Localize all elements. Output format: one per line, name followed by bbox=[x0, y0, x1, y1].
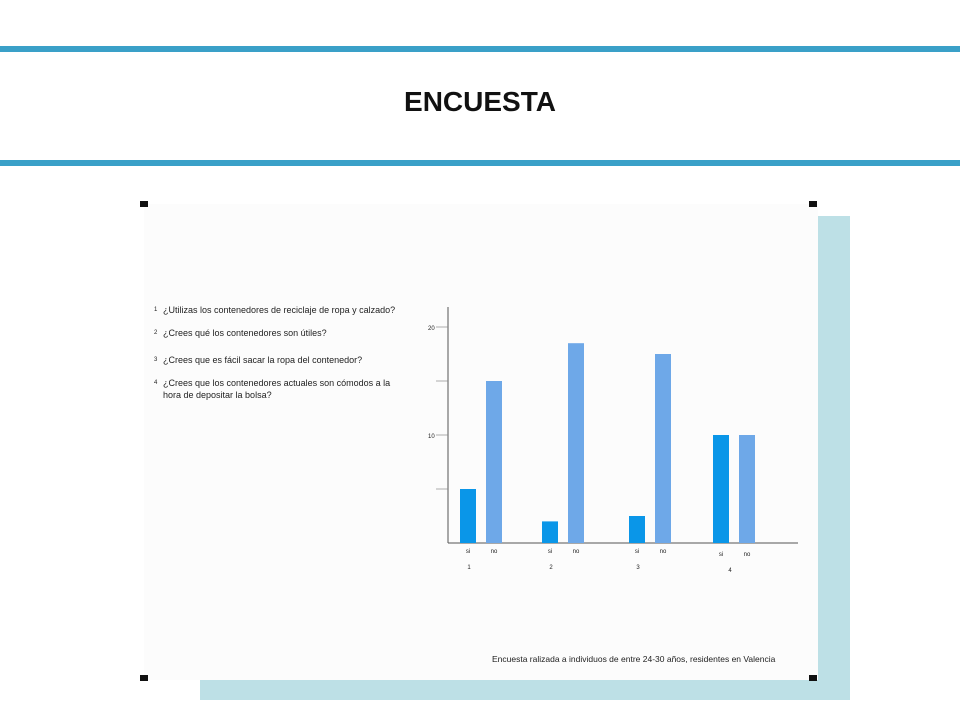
crop-mark-top-right bbox=[809, 201, 817, 207]
header-rule-bottom bbox=[0, 160, 960, 166]
bar-si-4 bbox=[713, 435, 729, 543]
bar-series-label: si bbox=[634, 549, 640, 555]
panel-shadow-bottom bbox=[200, 680, 850, 700]
crop-mark-bottom-left bbox=[140, 675, 148, 681]
bar-no-4 bbox=[739, 435, 755, 543]
crop-mark-top-left bbox=[140, 201, 148, 207]
survey-bar-chart bbox=[410, 300, 810, 580]
question-text: ¿Crees que los contenedores actuales son cómodos a la hora de depositar la bolsa? bbox=[163, 378, 391, 400]
question-number: 2 bbox=[154, 330, 158, 336]
question-text: ¿Crees qué los contenedores son útiles? bbox=[163, 328, 327, 338]
category-label: 3 bbox=[636, 565, 640, 571]
bar-series-label: no bbox=[659, 549, 667, 555]
bar-no-1 bbox=[486, 381, 502, 543]
bar-series-label: no bbox=[743, 552, 751, 558]
question-number: 4 bbox=[154, 380, 158, 386]
bar-series-label: si bbox=[547, 549, 553, 555]
question-number: 1 bbox=[154, 307, 158, 313]
bar-si-1 bbox=[460, 489, 476, 543]
bar-si-3 bbox=[629, 516, 645, 543]
y-tick-label: 20 bbox=[428, 326, 435, 332]
crop-mark-bottom-right bbox=[809, 675, 817, 681]
category-label: 2 bbox=[549, 565, 553, 571]
question-text: ¿Crees que es fácil sacar la ropa del contenedor? bbox=[163, 355, 363, 365]
footnote: Encuesta ralizada a individuos de entre 24-30 años, residentes en Valencia bbox=[492, 654, 776, 664]
y-tick-label: 10 bbox=[428, 434, 435, 440]
question-number: 3 bbox=[154, 357, 158, 363]
bar-si-2 bbox=[542, 521, 558, 543]
header-rule-top bbox=[0, 46, 960, 52]
bar-series-label: no bbox=[490, 549, 498, 555]
bar-series-label: no bbox=[572, 549, 580, 555]
panel-shadow-right bbox=[818, 216, 850, 700]
bar-series-label: si bbox=[465, 549, 471, 555]
category-label: 4 bbox=[728, 568, 732, 574]
bar-series-label: si bbox=[718, 552, 724, 558]
bar-no-2 bbox=[568, 343, 584, 543]
category-label: 1 bbox=[467, 565, 471, 571]
page-title: ENCUESTA bbox=[404, 86, 556, 117]
bar-no-3 bbox=[655, 354, 671, 543]
question-text: ¿Utilizas los contenedores de reciclaje de ropa y calzado? bbox=[163, 305, 396, 315]
